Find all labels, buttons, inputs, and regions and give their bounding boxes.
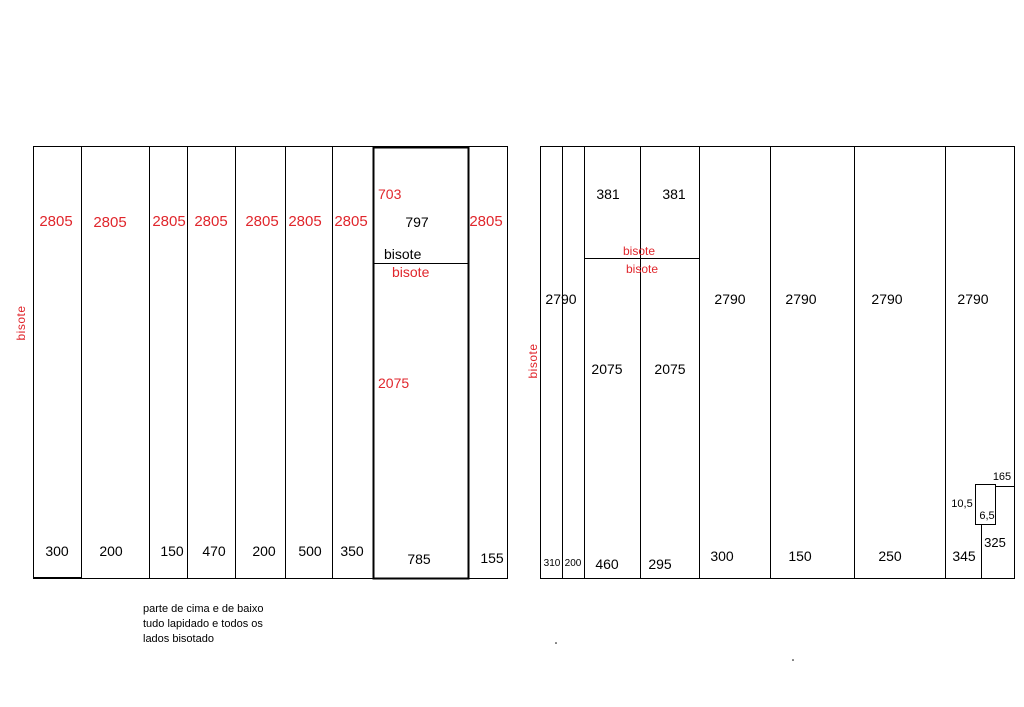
right-width-label: 200: [564, 558, 582, 569]
left-height-label: 2805: [39, 213, 73, 230]
right-height-label: 2790: [785, 291, 817, 307]
stray-dot: [792, 659, 794, 661]
split-top-inner-label: 797: [405, 214, 429, 230]
left-panel: [33, 146, 508, 579]
left-split-panel-frame: [374, 148, 469, 579]
left-width-label: 200: [252, 543, 276, 559]
left-width-label: 200: [99, 543, 123, 559]
left-height-label: 2805: [469, 213, 503, 230]
split-bisote-bottom-label: bisote: [392, 264, 430, 280]
detail-label: 165: [992, 471, 1012, 483]
split-top-height-label: 703: [378, 186, 402, 202]
left-width-label: 155: [480, 550, 504, 566]
right-side-bisote-label: bisote: [526, 343, 540, 379]
left-width-label: 150: [160, 543, 184, 559]
detail-label: 6,5: [979, 510, 995, 522]
split-bisote-top-label: bisote: [384, 246, 422, 262]
left-height-label: 2805: [288, 213, 322, 230]
right-height-label: 2790: [957, 291, 989, 307]
split-bottom-height-label: 2075: [378, 375, 410, 391]
right-height-label: 2790: [545, 291, 577, 307]
stray-dot: [555, 642, 557, 644]
note-line: lados bisotado: [143, 633, 214, 645]
detail-label: 10,5: [951, 498, 973, 510]
left-height-label: 2805: [194, 213, 228, 230]
left-height-label: 2805: [152, 213, 186, 230]
right-split-bottom-label: 2075: [591, 361, 623, 377]
left-height-label: 2805: [93, 214, 127, 231]
left-width-label: 300: [45, 543, 69, 559]
right-width-label: 345: [952, 548, 976, 564]
right-split-top-label: 381: [596, 186, 620, 202]
right-height-label: 2790: [714, 291, 746, 307]
right-width-label: 150: [788, 548, 812, 564]
right-width-label: 295: [648, 556, 672, 572]
right-split-top-label: 381: [662, 186, 686, 202]
left-width-label: 785: [407, 551, 431, 567]
right-width-label: 300: [710, 548, 734, 564]
left-width-label: 500: [298, 543, 322, 559]
right-width-label: 460: [595, 556, 619, 572]
note-line: parte de cima e de baixo: [143, 603, 264, 615]
right-split-bottom-label: 2075: [654, 361, 686, 377]
right-split-bisote-bottom-label: bisote: [625, 262, 659, 276]
detail-label: 325: [984, 535, 1006, 550]
note-line: tudo lapidado e todos os: [143, 618, 263, 630]
left-width-label: 470: [202, 543, 226, 559]
right-width-label: 250: [878, 548, 902, 564]
left-height-label: 2805: [245, 213, 279, 230]
left-panel-frame: [34, 147, 508, 579]
right-split-bisote-top-label: bisote: [622, 244, 656, 258]
right-width-label: 310: [543, 558, 561, 569]
left-width-label: 350: [340, 543, 364, 559]
right-height-label: 2790: [871, 291, 903, 307]
left-side-bisote-label: bisote: [14, 305, 28, 341]
left-height-label: 2805: [334, 213, 368, 230]
